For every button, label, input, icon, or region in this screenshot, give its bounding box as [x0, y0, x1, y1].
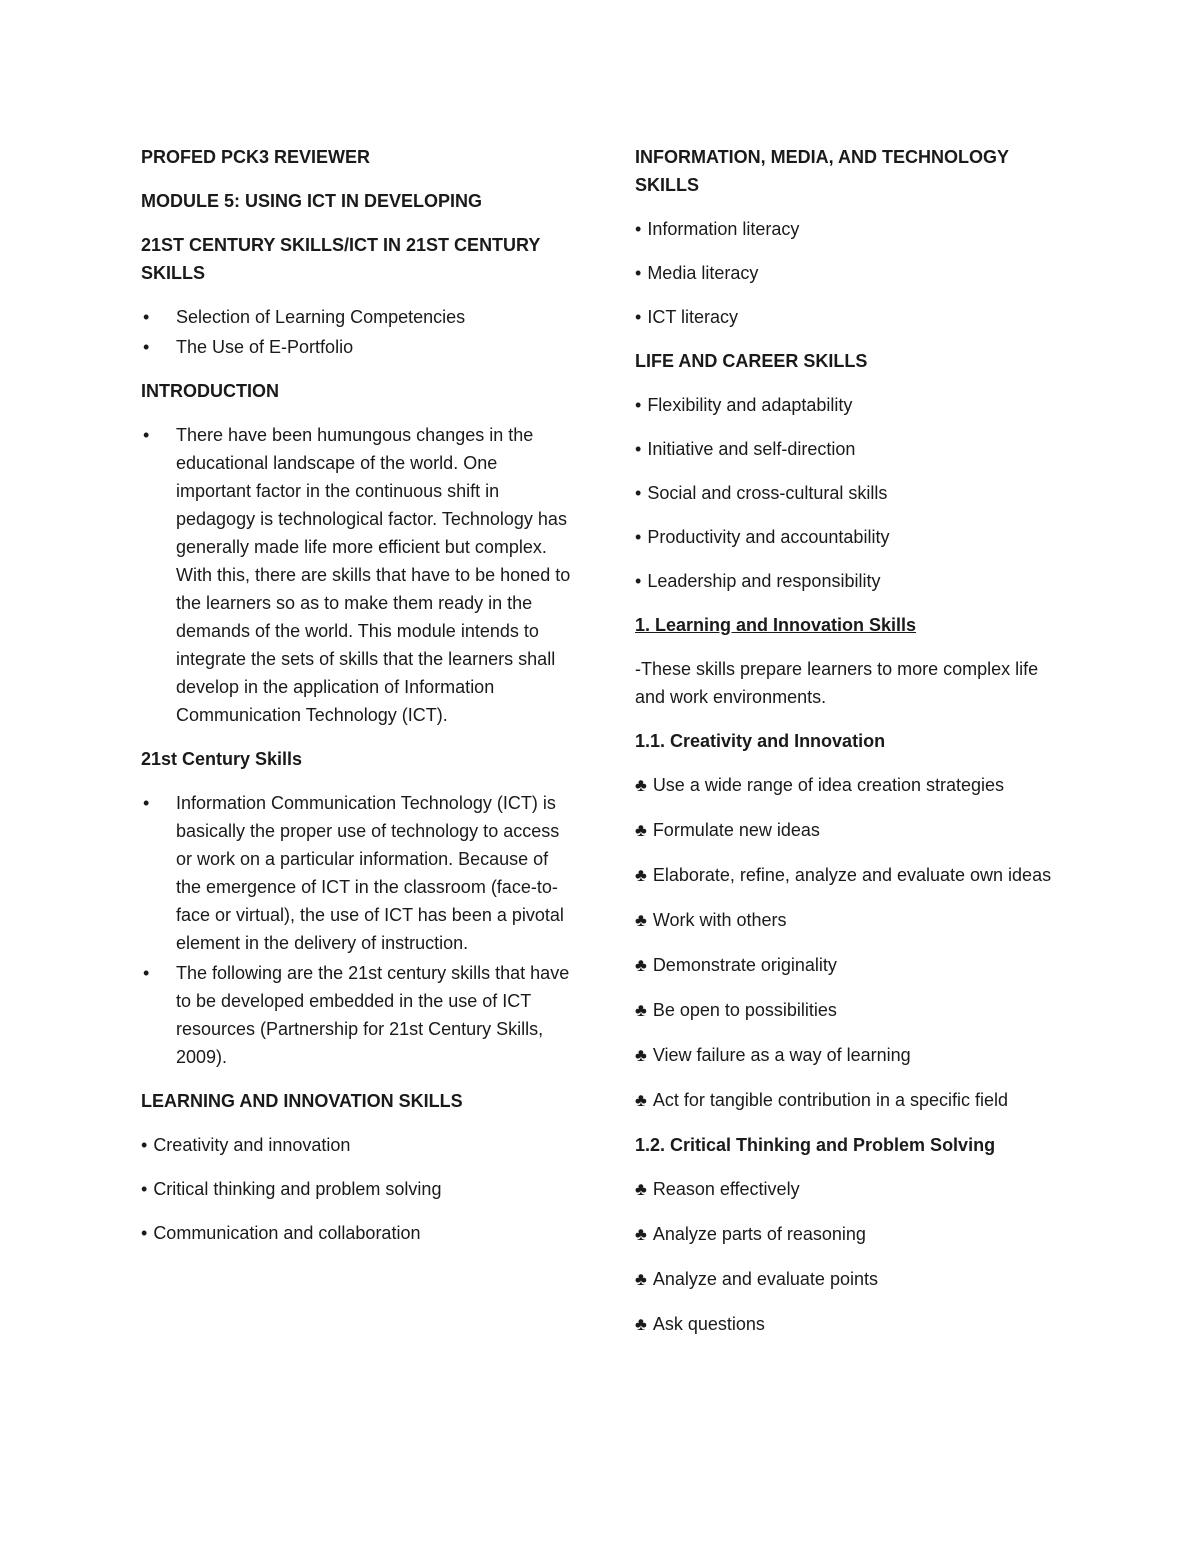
learning-innovation-heading: LEARNING AND INNOVATION SKILLS	[141, 1091, 463, 1111]
list-item: ♣ Act for tangible contribution in a specific field	[635, 1086, 1065, 1114]
list-item: • ICT literacy	[635, 303, 1065, 331]
bullet-icon: •	[635, 307, 642, 327]
list-item: • Selection of Learning Competencies	[141, 303, 571, 331]
bullet-icon: •	[143, 337, 150, 357]
bullet-icon: •	[635, 395, 642, 415]
bullet-icon: •	[635, 219, 642, 239]
module-subtitle: 21ST CENTURY SKILLS/ICT IN 21ST CENTURY SKILLS	[141, 235, 541, 283]
club-icon: ♣	[635, 1090, 647, 1110]
list-item: ♣ Demonstrate originality	[635, 951, 1065, 979]
bullet-icon: •	[635, 527, 642, 547]
list-item: • Productivity and accountability	[635, 523, 1065, 551]
list-item: ♣ Be open to possibilities	[635, 996, 1065, 1024]
list-item: ♣ Analyze parts of reasoning	[635, 1220, 1065, 1248]
module-list	[141, 303, 571, 361]
section1-heading: 1. Learning and Innovation Skills	[635, 615, 917, 635]
module-title: MODULE 5: USING ICT IN DEVELOPING	[141, 191, 483, 211]
introduction-list	[141, 421, 571, 729]
club-icon: ♣	[635, 1045, 647, 1065]
list-item: • Critical thinking and problem solving	[141, 1175, 571, 1203]
right-column	[635, 143, 1065, 1355]
bullet-icon: •	[635, 483, 642, 503]
section1-1-heading: 1.1. Creativity and Innovation	[635, 731, 886, 751]
life-career-heading: LIFE AND CAREER SKILLS	[635, 351, 868, 371]
list-item: • Information literacy	[635, 215, 1065, 243]
list-item: • Social and cross-cultural skills	[635, 479, 1065, 507]
club-icon: ♣	[635, 1269, 647, 1289]
bullet-icon: •	[635, 571, 642, 591]
list-item: ♣ View failure as a way of learning	[635, 1041, 1065, 1069]
bullet-icon: •	[143, 963, 150, 983]
century-skills-heading: 21st Century Skills	[141, 749, 303, 769]
section1-2-heading: 1.2. Critical Thinking and Problem Solving	[635, 1135, 996, 1155]
bullet-icon: •	[143, 793, 150, 813]
club-icon: ♣	[635, 1000, 647, 1020]
list-item: ♣ Analyze and evaluate points	[635, 1265, 1065, 1293]
list-item: • The following are the 21st century skills that have to be developed embedded in the use of ICT resources (Partnership for 21st Century Skills, 2009).	[141, 959, 571, 1071]
list-item: ♣ Reason effectively	[635, 1175, 1065, 1203]
list-item: ♣ Work with others	[635, 906, 1065, 934]
section1-text: -These skills prepare learners to more complex life and work environments.	[635, 659, 1039, 707]
century-skills-list	[141, 789, 571, 1071]
list-item: • Initiative and self-direction	[635, 435, 1065, 463]
club-icon: ♣	[635, 775, 647, 795]
list-item: • Information Communication Technology (ICT) is basically the proper use of technology to access or work on a particular information. Because of the emergence of ICT in the classroom (face-to-face or virtual), the use of ICT has been a pivotal element in the delivery of instruction.	[141, 789, 571, 957]
list-item: ♣ Use a wide range of idea creation strategies	[635, 771, 1065, 799]
list-item: • Media literacy	[635, 259, 1065, 287]
bullet-icon: •	[143, 307, 150, 327]
list-item: • Creativity and innovation	[141, 1131, 571, 1159]
bullet-icon: •	[141, 1135, 148, 1155]
bullet-icon: •	[143, 425, 150, 445]
list-item: ♣ Ask questions	[635, 1310, 1065, 1338]
list-item: • Flexibility and adaptability	[635, 391, 1065, 419]
bullet-icon: •	[635, 439, 642, 459]
bullet-icon: •	[635, 263, 642, 283]
club-icon: ♣	[635, 820, 647, 840]
club-icon: ♣	[635, 955, 647, 975]
list-item: • The Use of E-Portfolio	[141, 333, 571, 361]
club-icon: ♣	[635, 1179, 647, 1199]
club-icon: ♣	[635, 910, 647, 930]
list-item: ♣ Formulate new ideas	[635, 816, 1065, 844]
introduction-text: There have been humungous changes in the educational landscape of the world. One important factor in the continuous shift in pedagogy is technological factor. Technology has generally made life more efficient but complex. With this, there are skills that have to be honed to the learners so as to make them ready in the demands of the world. This module intends to integrate the sets of skills that the learners shall develop in the application of Information Communication Technology (ICT).	[176, 425, 571, 725]
list-item: ♣ Elaborate, refine, analyze and evaluate own ideas	[635, 861, 1065, 889]
club-icon: ♣	[635, 865, 647, 885]
bullet-icon: •	[141, 1223, 148, 1243]
club-icon: ♣	[635, 1224, 647, 1244]
left-column	[141, 143, 571, 1263]
club-icon: ♣	[635, 1314, 647, 1334]
list-item: • Communication and collaboration	[141, 1219, 571, 1247]
bullet-icon: •	[141, 1179, 148, 1199]
document-title: PROFED PCK3 REVIEWER	[141, 147, 371, 167]
imt-heading: INFORMATION, MEDIA, AND TECHNOLOGY SKILLS	[635, 147, 1009, 195]
list-item: • Leadership and responsibility	[635, 567, 1065, 595]
introduction-heading: INTRODUCTION	[141, 381, 279, 401]
list-item	[141, 421, 571, 729]
